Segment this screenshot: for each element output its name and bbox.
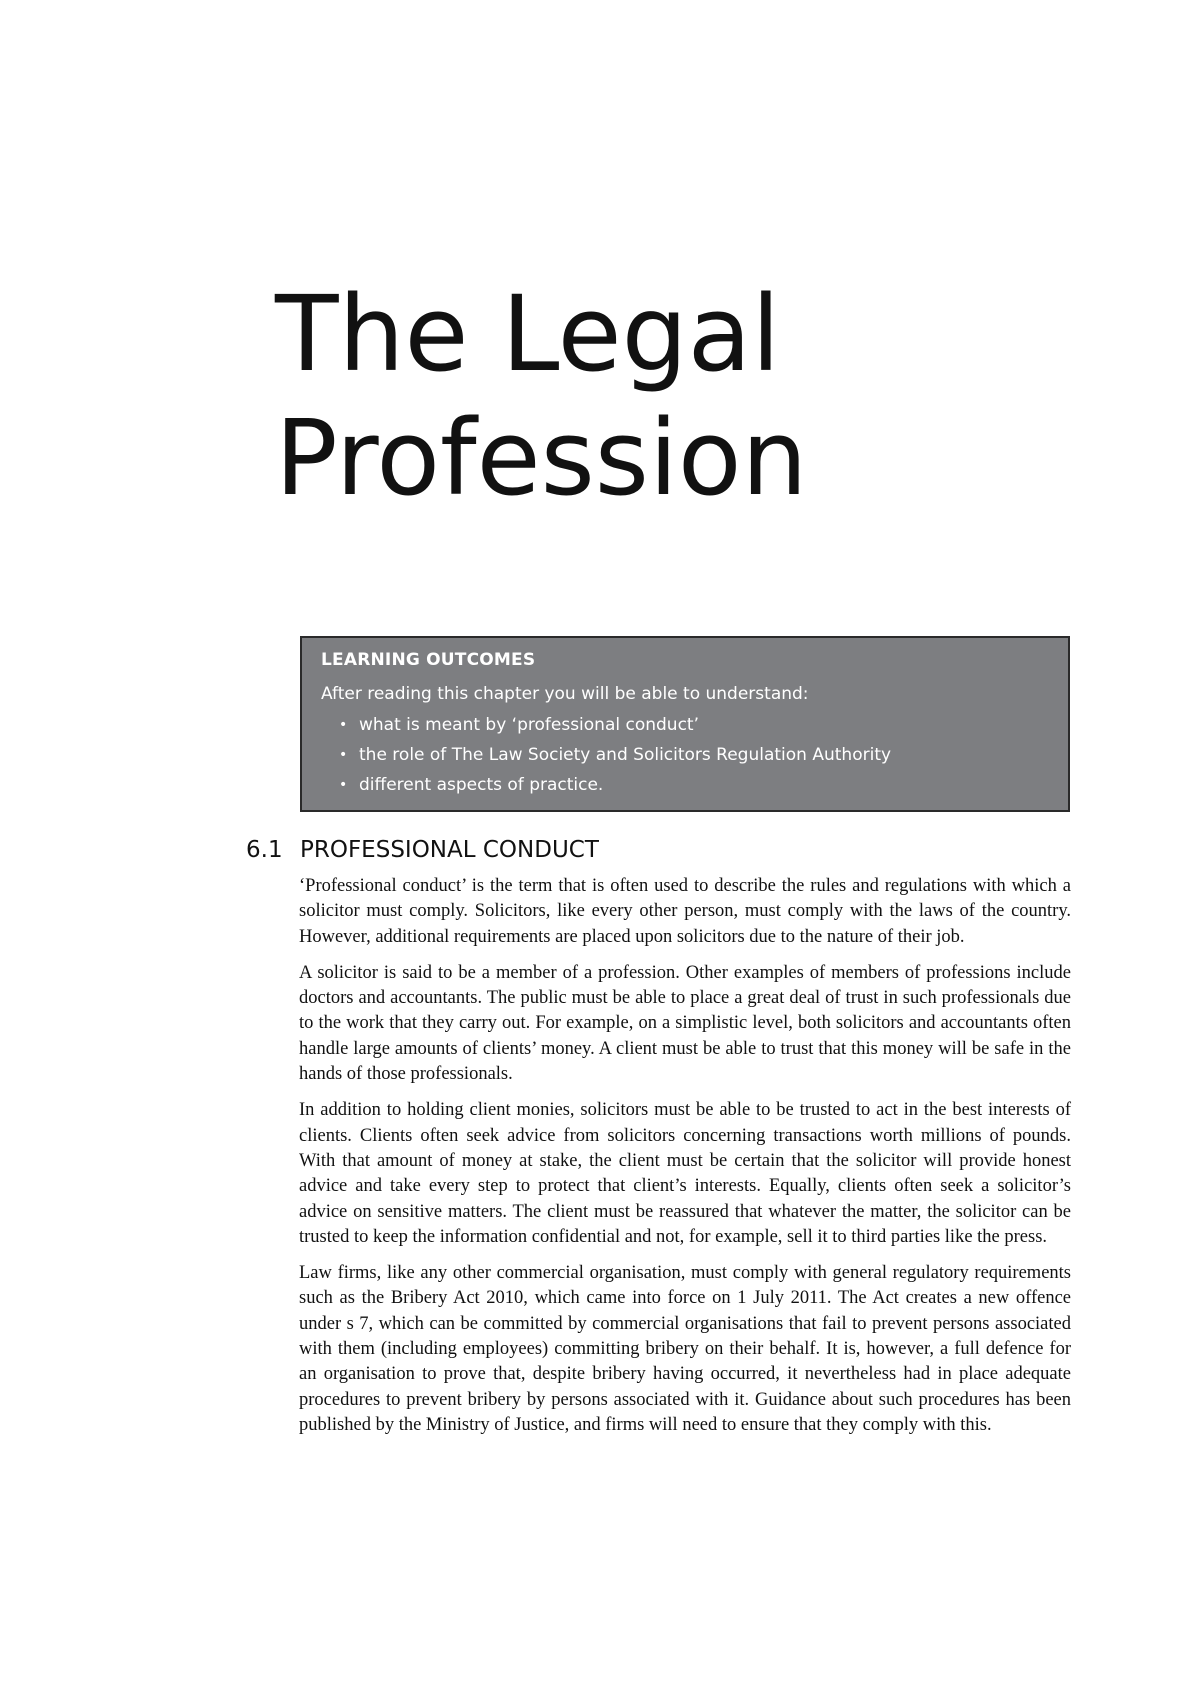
chapter-title (275, 272, 807, 520)
learning-outcome-text: different aspects of practice. (359, 775, 604, 795)
chapter-title-line-2: Profession (275, 397, 808, 519)
section-title: PROFESSIONAL CONDUCT (300, 837, 599, 863)
section-heading (246, 834, 599, 866)
section-body (299, 874, 1071, 1449)
bullet-icon: • (339, 717, 348, 733)
body-paragraph: ‘Professional conduct’ is the term that is often used to describe the rules and regulations with which a solicitor must comply. Solicitors, like every other person, must comply with the laws of the country. However, additional requirements are placed upon solicitors due to the nature of their job. (299, 876, 1071, 947)
body-paragraph: A solicitor is said to be a member of a profession. Other examples of members of professions include doctors and accountants. The public must be able to place a great deal of trust in such professionals due to the work that they carry out. For example, on a simplistic level, both solicitors and accountants often handle large amounts of clients’ money. A client must be able to trust that this money will be safe in the hands of those professionals. (299, 962, 1071, 1085)
section-number: 6.1 (246, 837, 283, 863)
learning-outcomes-heading: LEARNING OUTCOMES (321, 650, 536, 670)
learning-outcome-text: the role of The Law Society and Solicitors Regulation Authority (359, 745, 892, 765)
bullet-icon: • (339, 777, 348, 793)
body-paragraph: Law firms, like any other commercial organisation, must comply with general regulatory requirements such as the Bribery Act 2010, which came into force on 1 July 2011. The Act creates a new offence under s 7, which can be committed by commercial organisations that fail to prevent persons associated with them (including employees) committing bribery on their behalf. It is, however, a full defence for an organisation to prove that, despite bribery having occurred, it nevertheless had in place adequate procedures to prevent bribery by persons associated with it. Guidance about such procedures has been published by the Ministry of Justice, and firms will need to ensure that they comply with this. (299, 1263, 1071, 1435)
body-paragraph: In addition to holding client monies, solicitors must be able to be trusted to act in the best interests of clients. Clients often seek advice from solicitors concerning transactions worth millions of pounds. With that amount of money at stake, the client must be certain that the solicitor will provide honest advice and take every step to protect that client’s interests. Equally, clients often seek a solicitor’s advice on sensitive matters. The client must be reassured that whatever the matter, the solicitor can be trusted to keep the information confidential and not, for example, sell it to third parties like the press. (299, 1100, 1071, 1247)
learning-outcomes-box (300, 636, 1070, 812)
learning-outcome-item (339, 770, 1048, 800)
learning-outcomes-intro: After reading this chapter you will be able to understand: (321, 684, 809, 704)
learning-outcome-text: what is meant by ‘professional conduct’ (359, 715, 699, 735)
learning-outcome-item (339, 740, 1048, 770)
learning-outcomes-list (321, 710, 1048, 800)
learning-outcome-item (339, 710, 1048, 740)
bullet-icon: • (339, 747, 348, 763)
chapter-title-line-1: The Legal (275, 273, 781, 395)
